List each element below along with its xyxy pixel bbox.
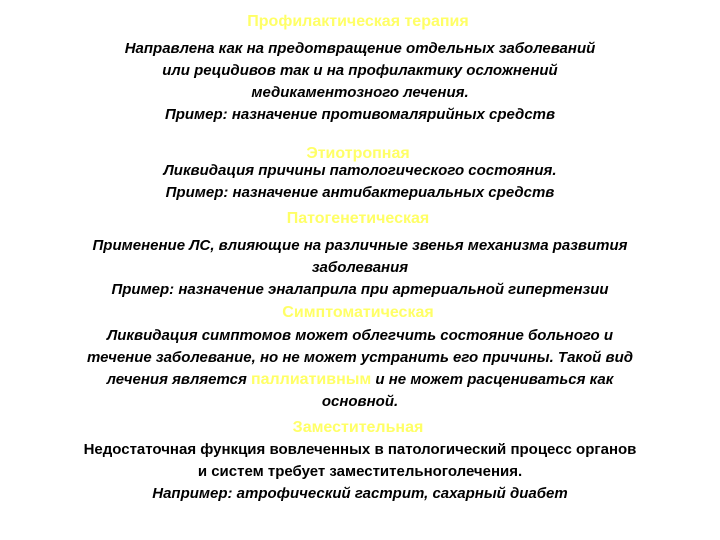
prophylactic-example: Пример: назначение противомалярийных средств xyxy=(164,106,556,123)
symptomatic-line-1: Ликвидация симптомов может облегчить состояние больного и xyxy=(106,327,614,344)
pathogenetic-description xyxy=(0,235,720,301)
symptomatic-description xyxy=(0,325,720,413)
replacement-line-1: Недостаточная функция вовлеченных в патологический процесс органов xyxy=(83,441,637,458)
heading-prophylactic: Профилактическая терапия xyxy=(247,13,469,30)
prophylactic-description xyxy=(0,38,720,126)
etiotropic-description xyxy=(0,160,720,204)
symptomatic-line-3-before: лечения является xyxy=(106,371,251,388)
etiotropic-example: Пример: назначение антибактериальных средств xyxy=(165,184,555,201)
heading-pathogenetic: Патогенетическая xyxy=(286,210,430,227)
heading-replacement: Заместительная xyxy=(292,419,424,436)
symptomatic-line-4: основной. xyxy=(321,393,399,410)
heading-etiotropic: Этиотропная xyxy=(306,145,410,162)
pathogenetic-line-1: Применение ЛС, влияющие на различные звенья механизма развития xyxy=(92,237,628,254)
prophylactic-line-2: или рецидивов так и на профилактику осложнений xyxy=(162,62,558,79)
prophylactic-line-1: Направлена как на предотвращение отдельных заболеваний xyxy=(124,40,596,57)
pathogenetic-example: Пример: назначение эналаприла при артериальной гипертензии xyxy=(111,281,609,298)
symptomatic-line-2: течение заболевание, но не может устранить его причины. Такой вид xyxy=(86,349,634,366)
etiotropic-line-1: Ликвидация причины патологического состояния. xyxy=(163,162,557,179)
symptomatic-line-3-after: и не может расцениваться как xyxy=(371,371,614,388)
palliative-highlight: паллиативным xyxy=(250,371,372,388)
prophylactic-line-3: медикаментозного лечения. xyxy=(251,84,469,101)
heading-symptomatic: Симптоматическая xyxy=(282,304,434,321)
pathogenetic-line-2: заболевания xyxy=(311,259,409,276)
replacement-line-2: и систем требует заместительноголечения. xyxy=(197,463,523,480)
symptomatic-line-3 xyxy=(0,369,720,391)
replacement-description xyxy=(0,439,720,483)
replacement-example: Например: атрофический гастрит, сахарный диабет xyxy=(152,485,568,502)
